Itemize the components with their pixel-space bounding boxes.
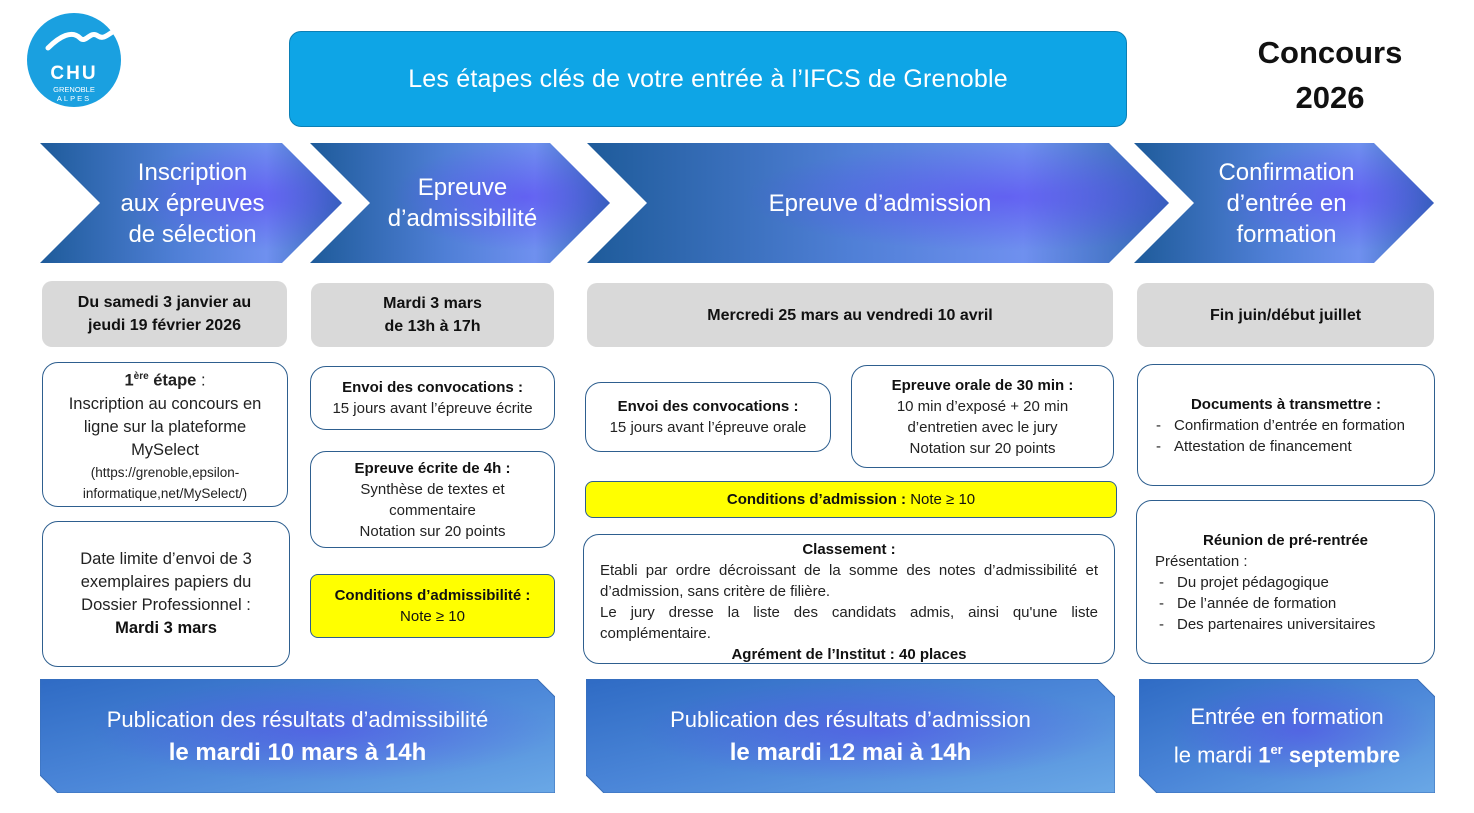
banner-entree-formation	[1139, 679, 1435, 793]
card-convocations-ecrite	[310, 366, 555, 430]
list-item: - Confirmation d’entrée en formation	[1152, 415, 1420, 436]
banner-title: Entrée en formation	[1190, 704, 1384, 730]
epreuve-ecrite-text: Synthèse de textes et commentaire	[360, 480, 505, 519]
banner-resultats-admission	[586, 679, 1115, 793]
conditions-admission-title: Conditions d’admission :	[726, 491, 907, 508]
convocations-title: Envoi des convocations :	[342, 379, 523, 396]
step-chevron-inscription	[40, 143, 342, 263]
concours-label: Concours	[1257, 35, 1403, 70]
first-step-number: 1	[124, 371, 134, 390]
agrement-places: Agrément de l’Institut : 40 places	[731, 646, 967, 663]
documents-title: Documents à transmettre :	[1190, 395, 1382, 413]
epreuve-orale-title: Epreuve orale de 30 min :	[891, 376, 1074, 394]
first-step-colon: :	[196, 371, 206, 390]
banner-resultats-admissibilite	[40, 679, 555, 793]
banner-date-sup: er	[1270, 742, 1283, 758]
banner-date-prefix: le mardi	[1173, 742, 1259, 768]
epreuve-ecrite-notation: Notation sur 20 points	[359, 522, 506, 540]
card-convocations-orale	[585, 382, 831, 452]
classement-text: Etabli par ordre décroissant de la somme des notes d’admissibilité et d’admission, sans critère de filière.	[600, 562, 1098, 600]
first-step-sup: ère	[133, 371, 149, 383]
banner-title: Publication des résultats d’admission	[670, 707, 1031, 732]
conditions-admission-value: Note ≥ 10	[906, 491, 976, 508]
convocations-orale-text: 15 jours avant l’épreuve orale	[609, 419, 807, 436]
chu-logo-icon	[20, 8, 132, 110]
card-documents	[1137, 364, 1435, 486]
epreuve-orale-text: 10 min d’exposé + 20 min d’entretien avec le jury	[896, 397, 1069, 436]
list-item: - Du projet pédagogique	[1155, 572, 1416, 593]
list-item: - Attestation de financement	[1152, 436, 1420, 457]
banner-date: le mardi 12 mai à 14h	[729, 739, 972, 766]
banner-date-day: 1	[1258, 742, 1271, 768]
card-epreuve-orale	[851, 365, 1114, 468]
step-chevron-admission	[587, 143, 1169, 263]
step-label: Inscription aux épreuves de sélection	[120, 158, 265, 248]
step-chevron-confirmation	[1134, 143, 1434, 263]
chu-logo	[20, 8, 132, 110]
step-chevron-admissibilite	[310, 143, 610, 263]
date-inscription: Du samedi 3 janvier au jeudi 19 février 2026	[42, 281, 287, 347]
banner-date: le mardi 10 mars à 14h	[168, 739, 427, 766]
banner-title: Publication des résultats d’admissibilité	[106, 707, 489, 732]
classement-title: Classement :	[802, 541, 896, 558]
logo-subtitle: GRENOBLE	[53, 85, 95, 94]
list-item: - Des partenaires universitaires	[1155, 614, 1416, 635]
conditions-admissibilite-value: Note ≥ 10	[400, 608, 465, 625]
banner-date	[1174, 733, 1400, 771]
card-classement	[583, 534, 1115, 664]
conditions-admissibilite-title: Conditions d’admissibilité :	[334, 587, 531, 604]
convocations-orale-title: Envoi des convocations :	[617, 398, 799, 415]
banner-date-month: septembre	[1282, 742, 1401, 768]
logo-subtitle-2: ALPES	[56, 94, 92, 103]
first-step-heading	[124, 365, 205, 393]
concours-year	[1226, 30, 1434, 120]
documents-list	[1152, 415, 1420, 457]
convocations-text: 15 jours avant l’épreuve écrite	[332, 400, 533, 417]
date-admission: Mercredi 25 mars au vendredi 10 avril	[587, 283, 1113, 347]
date-confirmation: Fin juin/début juillet	[1137, 283, 1434, 347]
page-title-banner	[289, 31, 1127, 127]
conditions-admission	[585, 481, 1117, 518]
first-step-text: Inscription au concours en ligne sur la plateforme MySelect	[68, 394, 262, 459]
reunion-list	[1155, 572, 1416, 635]
step-label: Epreuve d’admission	[768, 189, 992, 217]
list-item: - De l’année de formation	[1155, 593, 1416, 614]
date-admissibilite: Mardi 3 mars de 13h à 17h	[311, 283, 554, 347]
step-label: Epreuve d’admissibilité	[387, 174, 538, 232]
card-reunion	[1136, 500, 1435, 664]
card-first-step	[42, 362, 288, 507]
card-deadline	[42, 521, 290, 667]
epreuve-orale-notation: Notation sur 20 points	[909, 439, 1056, 457]
first-step-word: étape	[148, 371, 197, 390]
reunion-intro: Présentation :	[1155, 552, 1248, 570]
logo-text: CHU	[50, 63, 98, 84]
reunion-title: Réunion de pré-rentrée	[1202, 531, 1369, 549]
deadline-date: Mardi 3 mars	[115, 619, 217, 637]
page-title: Les étapes clés de votre entrée à l’IFCS de Grenoble	[408, 64, 1008, 93]
myselect-url: (https://grenoble,epsilon-informatique,net/MySelect/)	[82, 464, 248, 501]
deadline-text: Date limite d’envoi de 3 exemplaires papiers du Dossier Professionnel :	[80, 550, 252, 614]
concours-year-value: 2026	[1295, 80, 1365, 115]
conditions-admissibilite	[310, 574, 555, 638]
step-label: Confirmation d’entrée en formation	[1218, 158, 1355, 248]
epreuve-ecrite-title: Epreuve écrite de 4h :	[354, 459, 511, 477]
classement-jury-text: Le jury dresse la liste des candidats admis, ainsi qu'une liste complémentaire.	[600, 604, 1098, 642]
card-epreuve-ecrite	[310, 451, 555, 548]
